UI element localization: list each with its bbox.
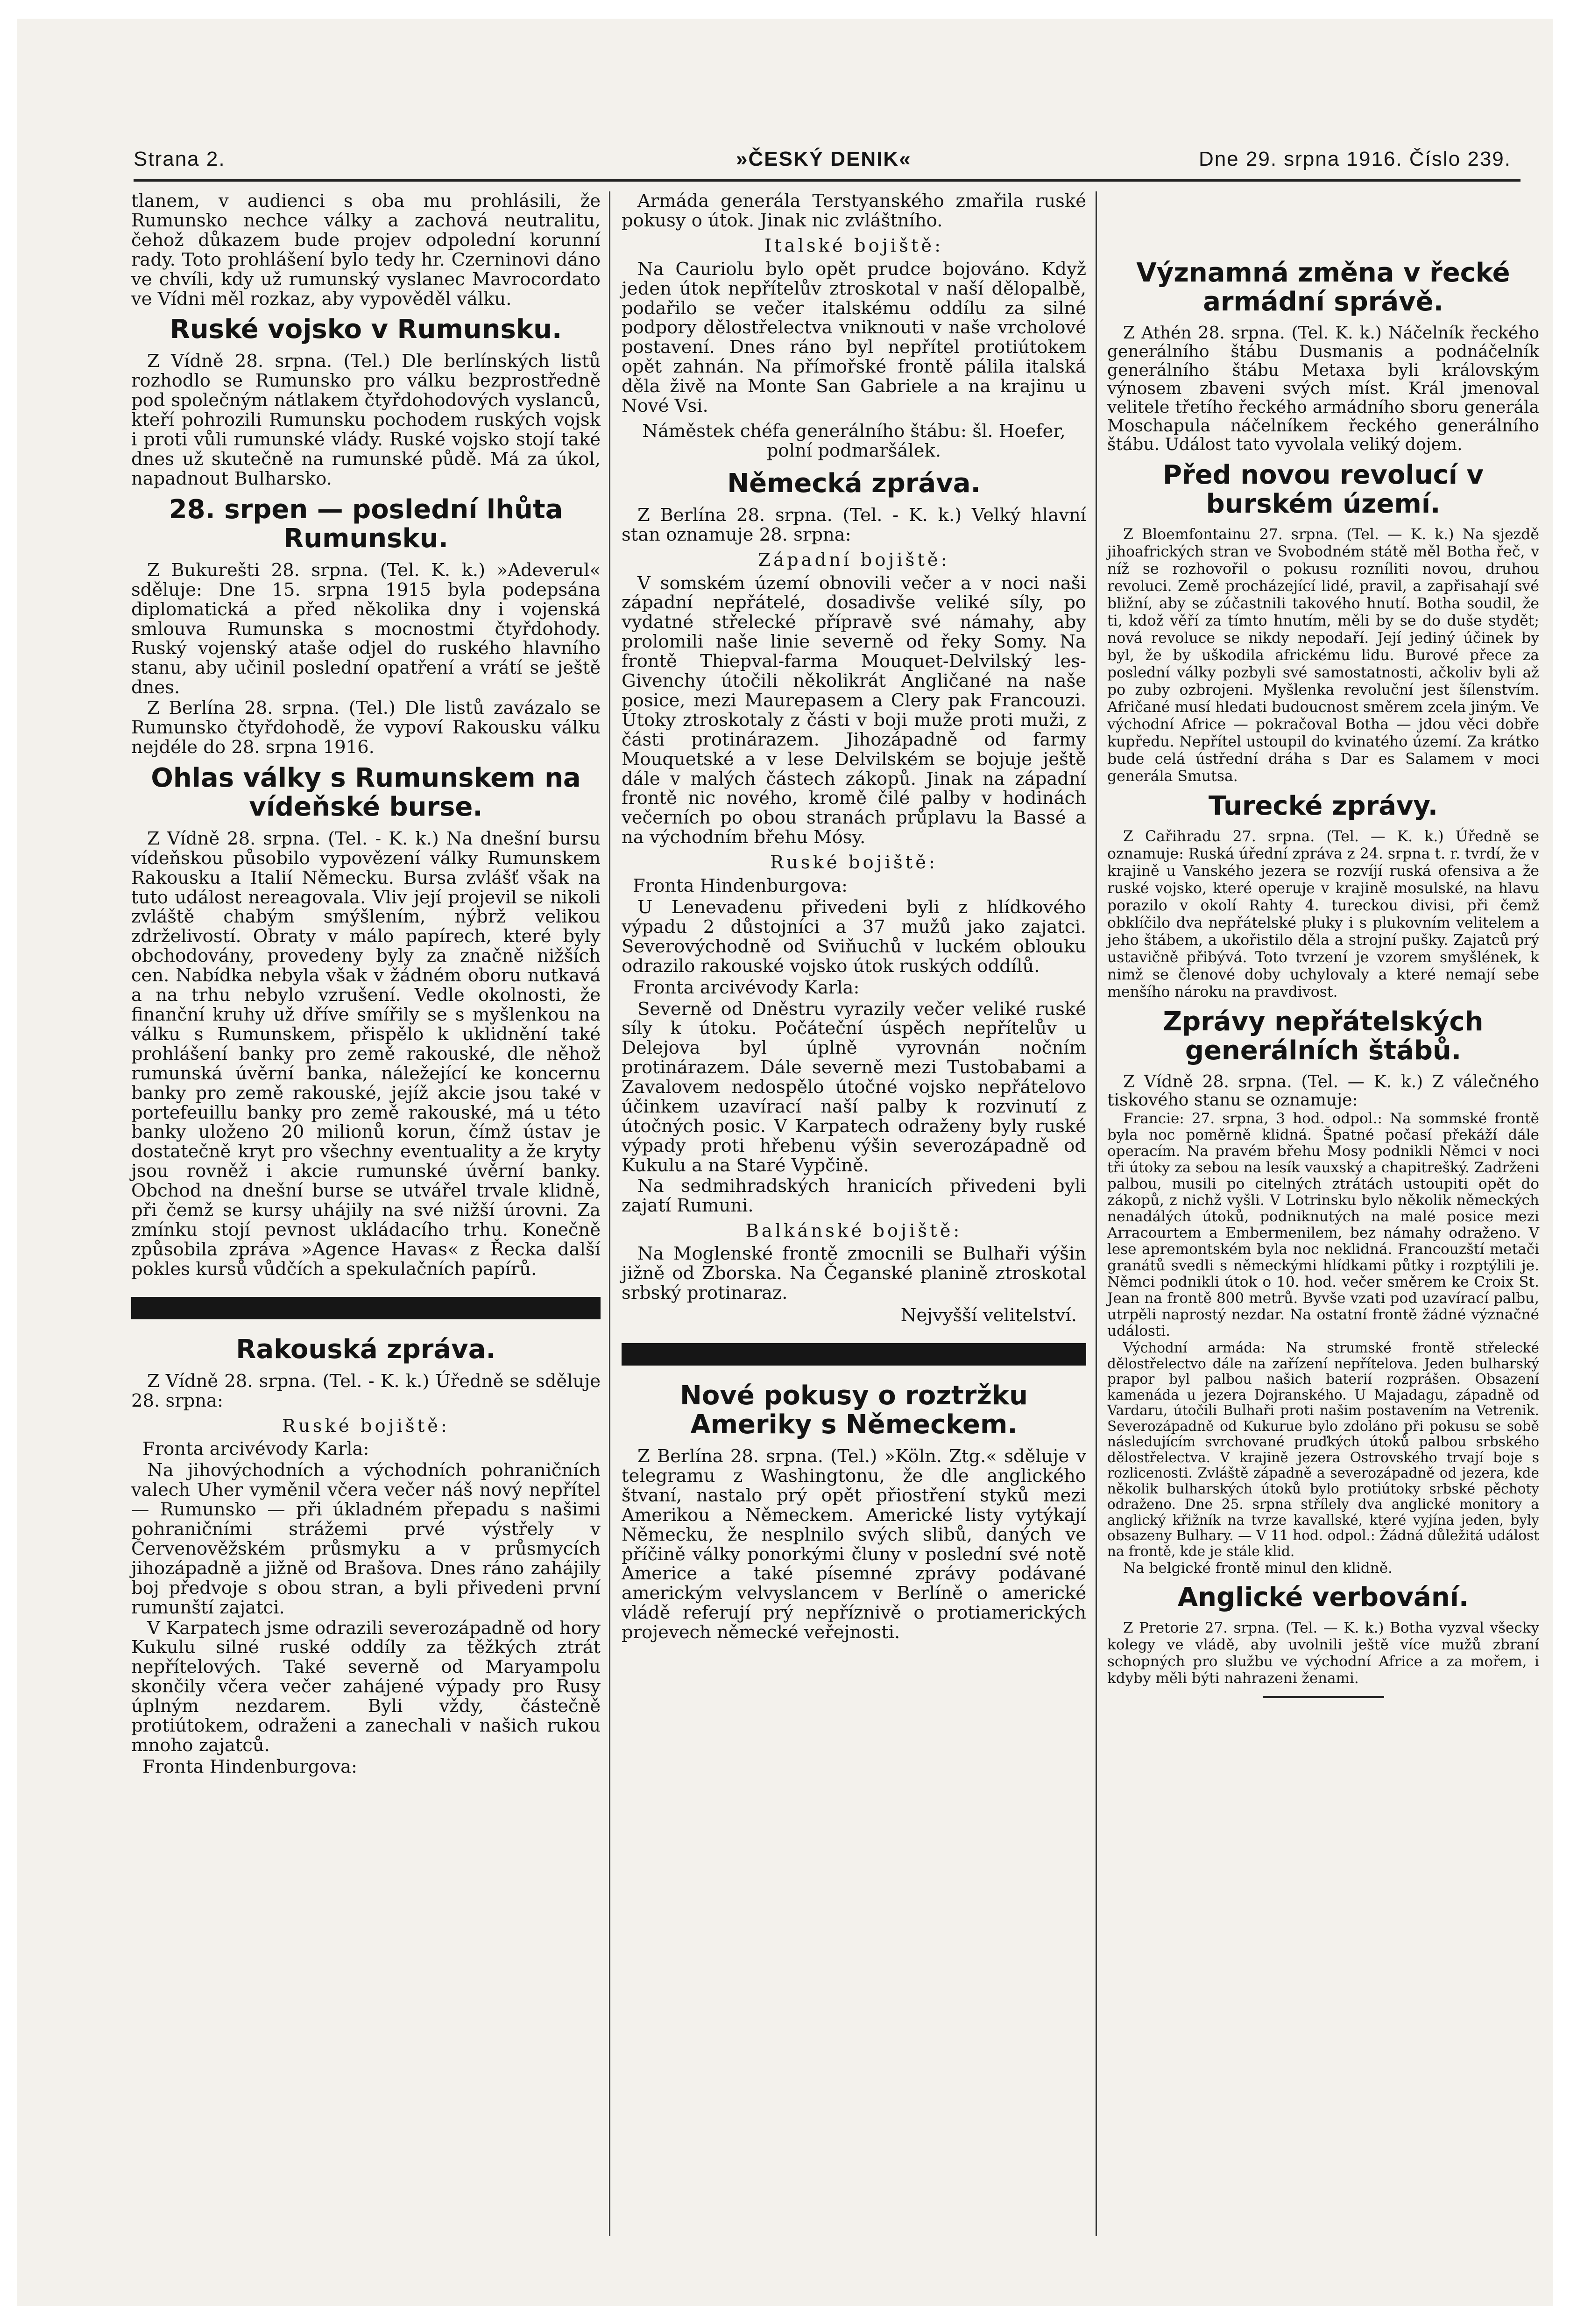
article-title: Rakouská zpráva. bbox=[236, 1334, 496, 1365]
column-rule-2 bbox=[1096, 191, 1097, 2236]
column-rule-1 bbox=[609, 191, 610, 2236]
signature: Náměstek chéfa generálního štábu: šl. Hoefer, polní podmaršálek. bbox=[642, 420, 1066, 461]
article-body: Z Vídně 28. srpna. (Tel.) Dle berlínských listů rozhodlo se Rumunsko pro válku bezprostředně pod společným nátlakem čtyřdohodových vyslanců, kteří pohrozili Rumunsku pochodem ruských vojsk i proti vůli rumunské vlády. Ruské vojsko stojí také dnes už skutečně na rumunské půdě. Má za úkol, napadnout Bulharsko. bbox=[131, 351, 601, 489]
front-heading: Fronta Hindenburgova: bbox=[142, 1756, 358, 1777]
article-body: Z Bloemfontainu 27. srpna. (Tel. — K. k.) Na sjezdě jihoafrických stran ve Svobodném státě měl Botha řeč, v níž se rozhovořil o pokusu rozníliti novou, druhou revoluci. Země procházející lidé, pravil, a zapřisahají své bližní, aby se zúčastnili takového hnutí. Botha soudil, že ti, kdož věří za tímto hnutím, měli by se do duše stydět; nová revoluce se nikdy nepodaří. Její jediný účinek by byl, že by uškodila africkému lidu. Burové přece za poslední války pozbyli své samostatnosti, ačkoliv byli až po zuby ozbrojeni. Myšlenka revoluční jest šílenstvím. Afričané musí hledati budoucnost směrem zcela jiným. Ve východní Africe — pokračoval Botha — jdou věci dobře kupředu. Nepřítel ustoupil do kvinatého území. Za krátko bude celá ústřední dráha s Dar es Salamem v moci generála Smutsa. bbox=[1107, 526, 1539, 785]
article-title: Zprávy nepřátelských generálních štábů. bbox=[1163, 1006, 1484, 1066]
article-body: V somském území obnovili večer a v noci naši západní nepřátelé, dosadivše veliké síly, po vydatné střelecké přípravě své námahy, aby prolomili naše linie severně od řeky Somy. Na frontě Thiepval-farma Mouquet-Delvilský les-Givenchy útočili několikrát Angličané na naše posice, mezi Maurepasem a Clery pak Francouzi. Útoky ztroskotaly z části v boji muže proti muži, z části protinárazem. Jihozápadně od farmy Mouquetské a v lese Delvilském se bojuje ještě dále v malých částech zákopů. Jinak na západní frontě nic nového, kromě čilé palby v hodinách večerních po obou stranách průplavu la Bassé a na východním břehu Mósy. bbox=[622, 572, 1086, 848]
column-1 bbox=[131, 191, 601, 1779]
article-body: Z Athén 28. srpna. (Tel. K. k.) Náčelník řeckého generálního štábu Dusmanis a podnáčelník generálního štábu Metaxa byli královským výnosem zbaveni svých míst. Král jmenoval velitele třetího řeckého armádního sboru generála Moschapula náčelníkem řeckého generálního štábu. Událost tato vyvolala veliký dojem. bbox=[1107, 324, 1539, 454]
article-body: Z Berlína 28. srpna. (Tel. - K. k.) Velký hlavní stan oznamuje 28. srpna: bbox=[622, 504, 1086, 545]
section-heading: Západní bojiště: bbox=[758, 549, 950, 570]
front-heading: Fronta Hindenburgova: bbox=[633, 875, 848, 897]
section-divider-bar bbox=[131, 1297, 601, 1319]
article-title: Nové pokusy o roztržku Ameriky s Německem. bbox=[679, 1380, 1028, 1440]
article-title: Významná změna v řecké armádní správě. bbox=[1136, 258, 1510, 317]
page-label: Strana 2. bbox=[134, 148, 226, 170]
article-body: Z Berlína 28. srpna. (Tel.) Dle listů zavázalo se Rumunsko čtyřdohodě, že vypoví Rakousku válku nejdéle do 28. srpna 1916. bbox=[131, 697, 601, 758]
article-title: Turecké zprávy. bbox=[1208, 790, 1438, 821]
end-rule bbox=[1263, 1696, 1384, 1698]
issue-date: Dne 29. srpna 1916. Číslo 239. bbox=[1198, 148, 1511, 170]
section-divider-bar bbox=[622, 1343, 1086, 1366]
article-body: Na jihovýchodních a východních pohraničních valech Uher vyměnil včera večer náš nový nepřítel — Rumunsko — při úkladném přepadu s našimi pohraničními strážemi prvé výstřely v Červenověžském průsmyku a v průsmycích jihozápadně a jižně od Brašova. Dnes ráno zahájily boj předvoje s obou stran, a byli přivedeni první rumunští zajatci. bbox=[131, 1460, 601, 1618]
article-body: Z Berlína 28. srpna. (Tel.) »Köln. Ztg.« sděluje v telegramu z Washingtonu, že dle anglického štvaní, nastalo prý opět přiostření styků mezi Amerikou a Německem. Americké listy vytýkají Německu, že nesplnilo svých slibů, daných ve příčině války ponorkými čluny v poslední své notě Americe a také písemné zprávy podávané americkým velvyslancem v Berlíně o americké vládě referují prý nepříznivě o protiamerických projevech německé veřejnosti. bbox=[622, 1446, 1086, 1643]
front-heading: Fronta arcivévody Karla: bbox=[142, 1438, 369, 1460]
article-title: Anglické verbování. bbox=[1177, 1582, 1469, 1613]
article-body: Z Vídně 28. srpna. (Tel. — K. k.) Z válečného tiskového stanu se oznamuje: bbox=[1107, 1072, 1539, 1110]
article-body: Na belgické frontě minul den klidně. bbox=[1123, 1560, 1393, 1577]
newspaper-page bbox=[17, 19, 1553, 2306]
article-body: Z Pretorie 27. srpna. (Tel. — K. k.) Botha vyzval všecky kolegy ve vládě, aby uvolnili ještě více mužů zbraní schopných pro službu ve východní Africe a za mořem, i kdyby měli býti nahrazeni ženami. bbox=[1107, 1620, 1539, 1687]
article-body: Armáda generála Terstyanského zmařila ruské pokusy o útok. Jinak nic zvláštního. bbox=[622, 190, 1086, 231]
section-heading: Italské bojiště: bbox=[764, 235, 944, 256]
newspaper-title: »ČESKÝ DENIK« bbox=[736, 148, 912, 170]
column-3 bbox=[1107, 252, 1539, 1707]
article-body: Francie: 27. srpna, 3 hod. odpol.: Na sommské frontě byla noc poměrně klidná. Špatné počasí překáží dále operacím. Na pravém břehu Mosy podnikli Němci v noci tři útoky za sebou na lesík vauxský a chapitrešký. Zadrženi palbou, musili po citelných ztrátách ustoupiti opět do zákopů, z nichž vyšli. V Lotrinsku bylo několik německých nenadálých útoků, podniknutých na malé posice mezi Arracourtem a Embermenilem, bez námahy odraženo. V lese apremontském byla noc neklidná. Francouzští metači granátů svedli s německými hlídkami půtky i rozptýlili je. Němci podnikli útok o 10. hod. večer směrem ke Croix St. Jean na frontě 800 metrů. Byvše vzati pod uzavírací palbu, utrpěli naprostý nezdar. Na ostatní frontě žádné význačné události. bbox=[1107, 1110, 1539, 1340]
article-body: Z Vídně 28. srpna. (Tel. - K. k.) Úředně se sděluje 28. srpna: bbox=[131, 1370, 601, 1411]
article-body: Severně od Dněstru vyrazily večer veliké ruské síly k útoku. Počáteční úspěch nepřítelův u Delejova byl úplně vyrovnán nočním protinárazem. Dále severně mezi Tustobabami a Zavalovem nedospělo útočné vojsko nepřátelovo účinkem uzavírací naší palby k rozvinutí z útočných posic. V Karpatech odraženy byly ruské výpady proti hřebenu výšin severozápadně od Kukulu a na Staré Vypčině. bbox=[622, 998, 1086, 1176]
signature: Nejvyšší velitelství. bbox=[900, 1305, 1077, 1326]
section-heading: Ruské bojiště: bbox=[770, 852, 938, 873]
article-title: Německá zpráva. bbox=[727, 468, 981, 499]
article-body: Na Moglenské frontě zmocnili se Bulhaři výšin jižně od Zborska. Na Čeganské planině ztroskotal srbský protinaraz. bbox=[622, 1243, 1086, 1304]
article-body: Na sedmihradských hranicích přivedeni byli zajatí Rumuni. bbox=[622, 1175, 1086, 1216]
article-title: 28. srpen — poslední lhůta Rumunsku. bbox=[169, 494, 563, 554]
section-heading: Balkánské bojiště: bbox=[745, 1220, 962, 1241]
article-body: Z Cařihradu 27. srpna. (Tel. — K. k.) Úředně se oznamuje: Ruská úřední zpráva z 24. srpna t. r. tvrdí, že v krajině u Vanského jezera se rozvíjí ruská ofensiva a že ruské vojsko, které operuje v krajině mosulské, na hlavu porazilo v okolí Rahty 4. tureckou divisi, při čemž obklíčilo dva nepřátelské pluky i s plukovním velitelem a jeho štábem, a ukořistilo děla a strojní pušky. Zajatců prý ustavičně přibývá. Toto tvrzení je vzorem smyšlének, k nimž se členové doby uchylovaly a které nemají sebe menšího nároku na pravdivost. bbox=[1107, 828, 1539, 1000]
masthead bbox=[134, 134, 1520, 182]
article-title: Ohlas války s Rumunskem na vídeňské burse. bbox=[151, 762, 581, 822]
article-body: Z Bukurešti 28. srpna. (Tel. K. k.) »Adeverul« sděluje: Dne 15. srpna 1915 byla podepsána diplomatická a před několika dny i vojenská smlouva Rumunska s mocnostmi čtyřdohody. Ruský vojenský ataše odjel do ruského hlavního stanu, aby učinil poslední opatření a vrátí se ještě dnes. bbox=[131, 559, 601, 698]
column-2 bbox=[622, 191, 1086, 1643]
article-body: V Karpatech jsme odrazili severozápadně od hory Kukulu silné ruské oddíly za těžkých ztrát nepřítelových. Také severně od Maryampolu skončily včera večer zahájené výpady pro Rusy úplným nezdarem. Byli vždy, částečně protiútokem, odraženi a zanechali v našich rukou mnoho zajatců. bbox=[131, 1617, 601, 1756]
article-body: U Lenevadenu přivedeni byli z hlídkového výpadu 2 důstojníci a 37 mužů jako zajatci. Severovýchodně od Sviňuchů v luckém oblouku odrazilo rakouské vojsko útok ruských oddílů. bbox=[622, 897, 1086, 977]
article-title: Před novou revolucí v burském území. bbox=[1163, 459, 1484, 519]
front-heading: Fronta arcivévody Karla: bbox=[633, 977, 860, 998]
article-title: Ruské vojsko v Rumunsku. bbox=[170, 314, 562, 345]
article-body: Z Vídně 28. srpna. (Tel. - K. k.) Na dnešní bursu vídeňskou působilo vypovězení války Rumunskem Rakousku a Italií Německu. Bursa zvlášť však na tuto událost nereagovala. Vliv její projevil se nikoli zvláště chabým smýšlením, nýbrž velikou zdrželivostí. Obraty v málo papírech, které byly obchodovány, provedeny byly za značně nižších cen. Nabídka nebyla však v žádném oboru nutkavá a na trhu nebylo vzrušení. Vedle okolnosti, že finanční kruhy už dříve smířily se s myšlenkou na válku s Rumunskem, přispělo k uklidnění také prohlášení banky pro země rakouské, dle něhož rumunská úvěrní banka, náležející ke koncernu banky pro země rakouské, jejíž akcie jsou také v portefeuillu banky pro země rakouské, má u této banky uloženo 20 milionů korun, čímž ústav je dostatečně kryt pro všechny eventuality a že kryty jsou rovněž i akcie rumunské úvěrní banky. Obchod na dnešní burse se utvářel trvale klidně, při čemž se kursy uhájily na své nižší úrovni. Za zmínku stojí pevnost ukládacího trhu. Konečně způsobila zpráva »Agence Havas« z Řecka další pokles kursů vůdčích a spekulačních papírů. bbox=[131, 828, 601, 1280]
article-body: Východní armáda: Na strumské frontě střelecké dělostřelectvo dále na zařízení nepřítelova. Jeden bulharský prapor byl palbou našich baterií rozprášen. Obsazení kamenáda u jezera Dojranského. U Majadagu, západně od Vardaru, útočili Bulhaři proti našim postavením na Vetrenik. Severozápadně od Kukurue bylo zdoláno při pokusu se sobě následujícím svrchované pruďkých útoků palbou srbského dělostřelectva. V krajině jezera Ostrovského trvají boje s rozlicenosti. Zvláště západně a severozápadně od jezera, kde několik bulharských útoků bylo protiútoky srbské pěchoty odraženo. Dne 25. srpna střílely dva anglické monitory a anglický křižník na tvrze kavallské, které vyjína jeden, byly obsazeny Bulhary. — V 11 hod. odpol.: Žádná důležitá událost na frontě, kde je stále klid. bbox=[1107, 1340, 1539, 1559]
lead-paragraph: tlanem, v audienci s oba mu prohlásili, že Rumunsko nechce války a zachová neutralitu, čehož důkazem bude projev odpolední korunní rady. Toto prohlášení bylo tedy hr. Czerninovi dáno ve chvíli, kdy už rumunský vyslanec Mavrocordato ve Vídni měl rozkaz, aby vypověděl válku. bbox=[131, 190, 601, 310]
article-body: Na Cauriolu bylo opět prudce bojováno. Když jeden útok nepřítelův ztroskotal v naší dělopalbě, podařilo se večer italskému oddílu za silné podpory dělostřelectva vniknouti v naše vrcholové postavení. Dnes ráno byl nepřítel protiútokem opět zahnán. Na přímořské frontě pálila italská děla živě na Monte San Gabriele a na krajinu u Nové Vsi. bbox=[622, 258, 1086, 417]
section-heading: Ruské bojiště: bbox=[282, 1415, 450, 1437]
